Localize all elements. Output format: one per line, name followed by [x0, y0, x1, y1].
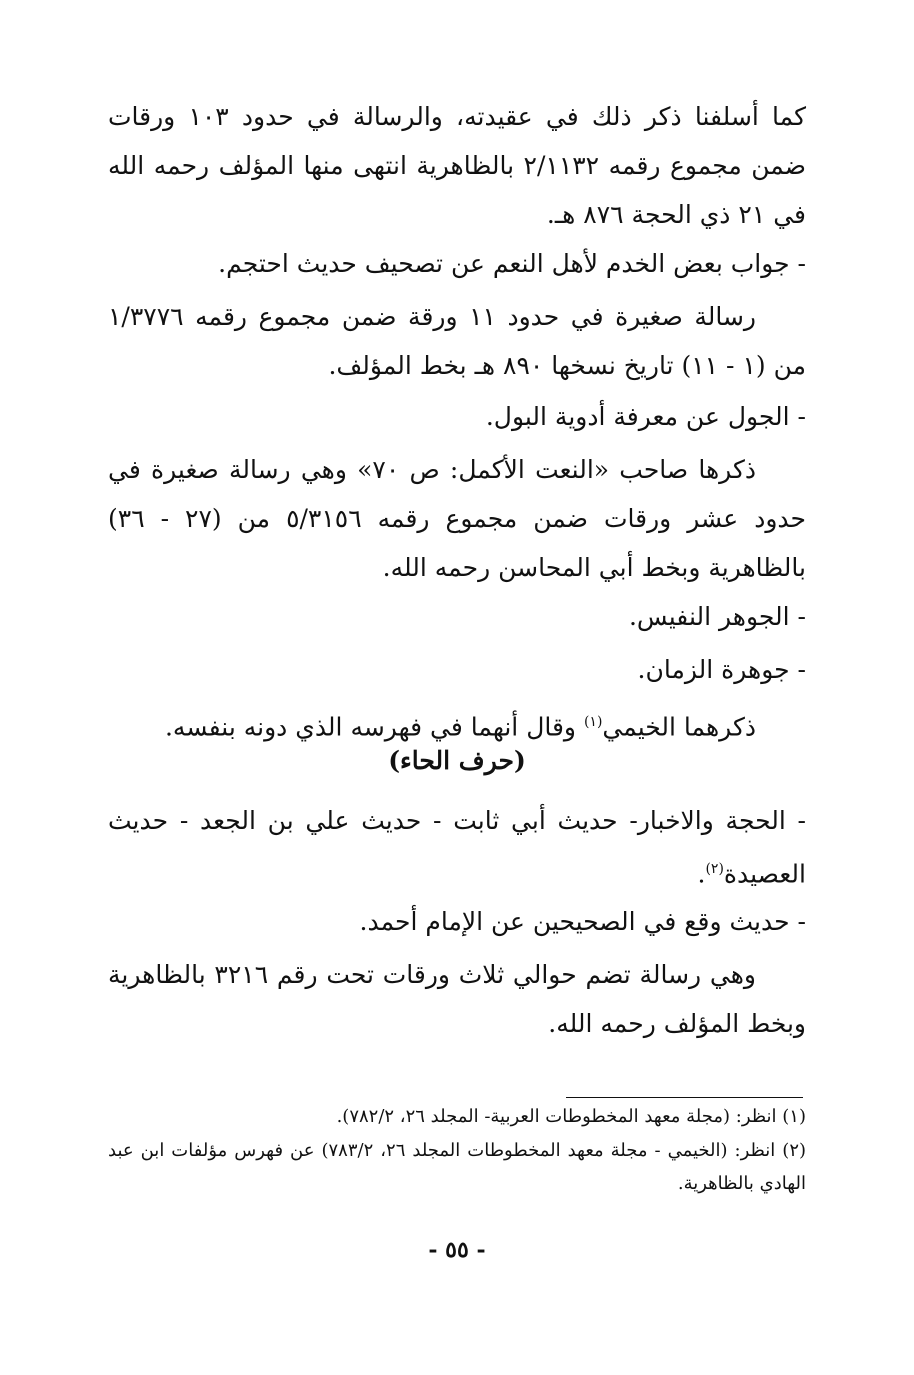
khaymi-text: ذكرهما الخيمي: [602, 712, 756, 742]
entry-jawhar: - الجوهر النفيس.: [628, 602, 806, 631]
entry-hujja-text: - الحجة والاخبار- حديث أبي ثابت - حديث علي بن الجعد - حديث العصيدة: [108, 806, 806, 889]
paragraph-jawl-desc: ذكرها صاحب «النعت الأكمل: ص ٧٠» وهي رسالة صغيرة في حدود عشر ورقات ضمن مجموع رقمه ٥/٣١٥٦ من (٢٧ - ٣٦) بالظاهرية وبخط أبي المحاسن رحمه الله.: [108, 455, 806, 582]
paragraph-intro: كما أسلفنا ذكر ذلك في عقيدته، والرسالة في حدود ١٠٣ ورقات ضمن مجموع رقمه ٢/١١٣٢ بالظاهرية انتهى منها المؤلف رحمه الله في ٢١ ذي الحجة ٨٧٦ هـ.: [108, 102, 806, 229]
entry-jawab: - جواب بعض الخدم لأهل النعم عن تصحيف حديث احتجم.: [218, 249, 806, 278]
footnote-2: (٢) انظر: (الخيمي - مجلة معهد المخطوطات المجلد ٢٦، ٧٨٣/٢) عن فهرس مؤلفات ابن عبد الهادي بالظاهرية.: [108, 1140, 807, 1194]
page-number: - ٥٥ -: [428, 1237, 486, 1263]
khaymi-text-cont: وقال أنهما في فهرسه الذي دونه بنفسه.: [164, 712, 576, 742]
paragraph-hadith-desc: وهي رسالة تضم حوالي ثلاث ورقات تحت رقم ٣٢١٦ بالظاهرية وبخط المؤلف رحمه الله.: [108, 960, 806, 1038]
entry-hujja: - الحجة والاخبار- حديث أبي ثابت - حديث علي بن الجعد - حديث العصيدة$^{(٢)}$.: [108, 806, 806, 889]
paragraph-jawab-desc: رسالة صغيرة في حدود ١١ ورقة ضمن مجموع رقمه ١/٣٧٧٦ من (١ - ١١) تاريخ نسخها ٨٩٠ هـ بخط المؤلف.: [108, 302, 806, 380]
footnote-ref-1: (١): [583, 714, 603, 730]
entry-jawl: - الجول عن معرفة أدوية البول.: [485, 402, 806, 431]
paragraph-khaymi-note: [108, 698, 806, 751]
section-heading: (حرف الحاء): [388, 746, 526, 775]
footnote-divider: [566, 1097, 803, 1098]
entry-hadith: - حديث وقع في الصحيحين عن الإمام أحمد.: [359, 907, 806, 936]
footnote-1: (١) انظر: (مجلة معهد المخطوطات العربية- المجلد ٢٦، ٧٨٢/٢).: [336, 1106, 806, 1127]
entry-jawhara: - جوهرة الزمان.: [637, 655, 806, 684]
footnote-ref-2: (٢): [705, 861, 724, 877]
